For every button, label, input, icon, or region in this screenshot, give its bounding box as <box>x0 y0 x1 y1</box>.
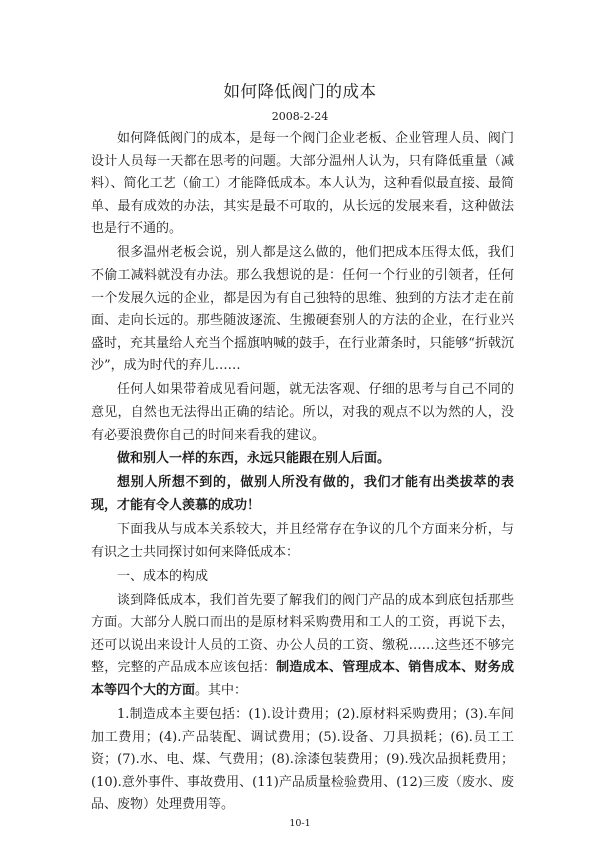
paragraph-8 <box>91 590 514 703</box>
paragraph-3: 任何人如果带着成见看问题，就无法客观、仔细的思考与自己不同的意见，自然也无法得出正确的结论。所以，对我的观点不以为然的人，没有必要浪费你自己的时间来看我的建议。 <box>91 382 514 443</box>
paragraph-8-tail: 。其中： <box>195 682 248 698</box>
paragraph-8-text: 谈到降低成本，我们首先要了解我们的阀门产品的成本到底包括那些方面。大部分人脱口而出的是原材料采购费用和工人的工资，再说下去，还可以说出来设计人员的工资、办公人员的工资、缴税……这些还不够完整，完整的产品成本应该包括： <box>91 592 514 676</box>
page-number: 10-1 <box>289 818 311 829</box>
document-title: 如何降低阀门的成本 <box>223 82 377 101</box>
paragraph-8-bold: 制造成本、管理成本、销售成本、财务成本等四个大的方面 <box>91 660 514 698</box>
paragraph-1: 如何降低阀门的成本，是每一个阀门企业老板、企业管理人员、阀门设计人员每一天都在思考的问题。大部分温州人认为，只有降低重量（减料）、简化工艺（偷工）才能降低成本。本人认为，这种看似最直接、最简单、最有成效的办法，其实是最不可取的，从长远的发展来看，这种做法也是行不通的。 <box>91 131 514 237</box>
paragraph-6: 下面我从与成本关系较大，并且经常存在争议的几个方面来分析，与有识之士共同探讨如何来降低成本： <box>91 522 514 560</box>
section-heading-cost-composition: 一、成本的构成 <box>117 568 209 584</box>
paragraph-2: 很多温州老板会说，别人都是这么做的，他们把成本压得太低，我们不偷工减料就没有办法。那么我想说的是：任何一个行业的引领者，任何一个发展久远的企业，都是因为有自己独特的思维、独到的方法才走在前面、走向长远的。那些随波逐流、生搬硬套别人的方法的企业，在行业兴盛时，充其量给人充当个摇旗呐喊的鼓手，在行业萧条时，只能够“折戟沉沙”，成为时代的弃儿…… <box>91 245 514 374</box>
document-date: 2008-2-24 <box>271 110 329 123</box>
bold-statement-1: 做和别人一样的东西，永远只能跟在别人后面。 <box>117 451 391 467</box>
paragraph-9: 1.制造成本主要包括：(1).设计费用；(2).原材料采购费用；(3).车间加工费用；(4).产品装配、调试费用；(5).设备、刀具损耗；(6).员工工资；(7).水、电、煤、气费用；(8).涂漆包装费用；(9).残次品损耗费用；(10).意外事件、事故费用、(11)产品质量检验费用、(12)三废（废水、废品、废物）处理费用等。 <box>91 706 514 813</box>
document-body <box>91 128 514 818</box>
bold-statement-2: 想别人所想不到的，做别人所没有做的，我们才能有出类拔萃的表现，才能有令人羡慕的成功！ <box>91 475 514 514</box>
